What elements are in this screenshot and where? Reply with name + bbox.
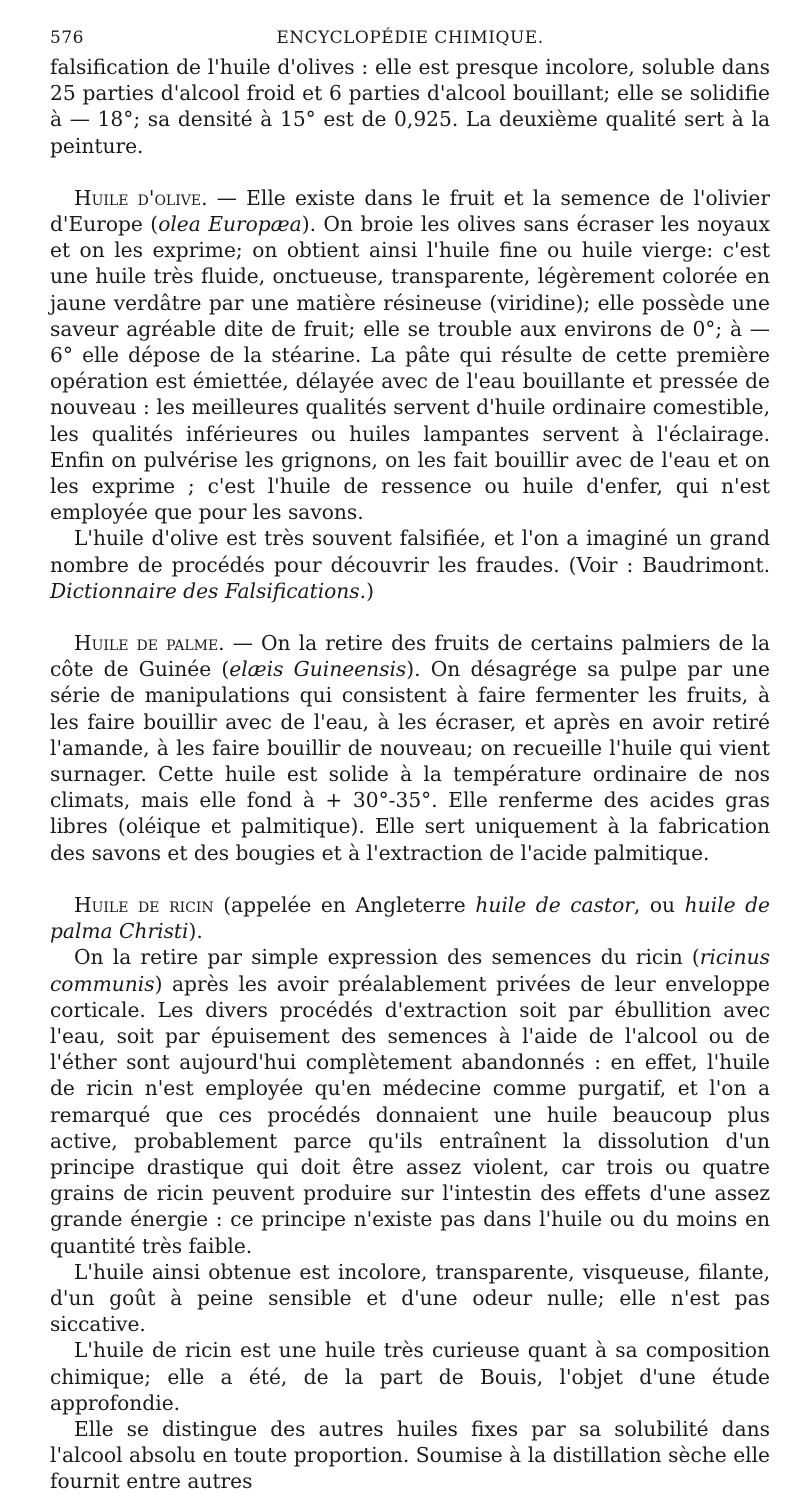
paragraph-text: — Elle existe dans le fruit et la semence de l'olivier d'Europe (	[50, 185, 770, 237]
paragraph-text: L'huile de ricin est une huile très curieuse quant à sa composition chimique; elle a été, de la part de Bouis, l'objet d'une étude approfondie.	[50, 1338, 770, 1415]
alternate-name: huile de palma Christi	[50, 892, 770, 944]
paragraph-text: Elle se distingue des autres huiles fixes par sa solubilité dans l'alcool absolu en toute proportion. Soumise à la distillation sèche elle fournit entre autres	[50, 1416, 770, 1494]
paragraph-text: falsification de l'huile d'olives : elle est presque incolore, soluble dans 25 parties d'alcool froid et 6 parties d'alcool bouillant; elle se solidifie à — 18°; sa densité à 15° est de 0,925. La deuxième qualité sert à la peinture.	[50, 55, 770, 158]
latin-name: ricinus communis	[50, 945, 770, 996]
paragraph-olive-falsification	[50, 525, 770, 604]
paragraph-falsification	[50, 54, 770, 159]
reference-title: Dictionnaire des Falsifications.	[50, 578, 367, 603]
running-title: ENCYCLOPÉDIE CHIMIQUE.	[276, 28, 544, 48]
page-number: 576	[50, 28, 84, 48]
paragraph-text: — On la retire des fruits de certains palmiers de la côte de Guinée (	[50, 631, 771, 682]
paragraph-text: , ou	[633, 892, 685, 917]
paragraph-text: L'huile ainsi obtenue est incolore, transparente, visqueuse, filante, d'un goût à peine sensible et d'une odeur nulle; elle n'est pas siccative.	[50, 1259, 770, 1337]
body-text	[50, 54, 770, 1495]
paragraph-huile-olive	[50, 185, 770, 526]
latin-name: olea Europæa	[158, 212, 302, 237]
section-heading-huile-olive: Huile d'olive.	[74, 185, 208, 210]
alternate-name: huile de castor	[475, 892, 634, 917]
paragraph-text: (appelée en Angleterre	[213, 892, 476, 917]
paragraph-huile-ricin-heading	[50, 892, 770, 944]
paragraph-ricin-properties	[50, 1259, 770, 1338]
paragraph-ricin-solubility	[50, 1416, 770, 1495]
paragraph-text: )	[366, 578, 374, 603]
latin-name: elæis Guineensis	[229, 657, 407, 682]
paragraph-huile-palme	[50, 630, 770, 866]
paragraph-ricin-composition	[50, 1337, 770, 1416]
paragraph-ricin-extraction	[50, 944, 770, 1258]
paragraph-text: L'huile d'olive est très souvent falsifiée, et l'on a imaginé un grand nombre de procédés pour découvrir les fraudes. (Voir : Baudrimont.	[50, 526, 770, 577]
paragraph-text: On la retire par simple expression des semences du ricin (	[74, 945, 700, 970]
paragraph-text: ) après les avoir préalablement privées de leur enveloppe corticale. Les divers procédés d'extraction soit par ébullition avec l'eau, soit par épuisement des semences à l'aide de l'alcool ou de l'éther sont aujourd'hui complètement abandonnés : en effet, l'huile de ricin n'est employée qu'en médecine comme purgatif, et l'on a remarqué que ces procédés donnaient une huile beaucoup plus active, probablement parce qu'ils entraînent la dissolution d'un principe drastique qui doit être assez violent, car trois ou quatre grains de ricin peuvent produire sur l'intestin des effets d'une assez grande énergie : ce principe n'existe pas dans l'huile ou du moins en quantité très faible.	[50, 971, 770, 1258]
paragraph-text: ). On broie les olives sans écraser les noyaux et on les exprime; on obtient ainsi l'huile fine ou huile vierge: c'est une huile très fluide, onctueuse, transparente, légèrement colorée en jaune verdâtre par une matière résineuse (viridine); elle possède une saveur agréable dite de fruit; elle se trouble aux environs de 0°; à — 6° elle dépose de la stéarine. La pâte qui résulte de cette première opération est émiettée, délayée avec de l'eau bouillante et pressée de nouveau : les meilleures qualités servent d'huile ordinaire comestible, les qualités inférieures ou huiles lampantes servent à l'éclairage. Enfin on pulvérise les grignons, on les fait bouillir avec de l'eau et on les exprime ; c'est l'huile de ressence ou huile d'enfer, qui n'est employée que pour les savons.	[50, 212, 770, 525]
section-heading-huile-palme: Huile de palme.	[74, 631, 225, 656]
paragraph-text: ).	[188, 919, 203, 944]
paragraph-text: ). On désagrége sa pulpe par une série de manipulations qui consistent à faire fermenter les fruits, à les faire bouillir avec de l'eau, à les écraser, et après en avoir retiré l'amande, à les faire bouillir de nouveau; on recueille l'huile qui vient surnager. Cette huile est solide à la température ordinaire de nos climats, mais elle fond à + 30°-35°. Elle renferme des acides gras libres (oléique et palmitique). Elle sert uniquement à la fabrication des savons et des bougies et à l'extraction de l'acide palmitique.	[50, 657, 770, 865]
section-heading-huile-ricin: Huile de ricin	[74, 892, 214, 917]
running-header	[50, 24, 770, 54]
